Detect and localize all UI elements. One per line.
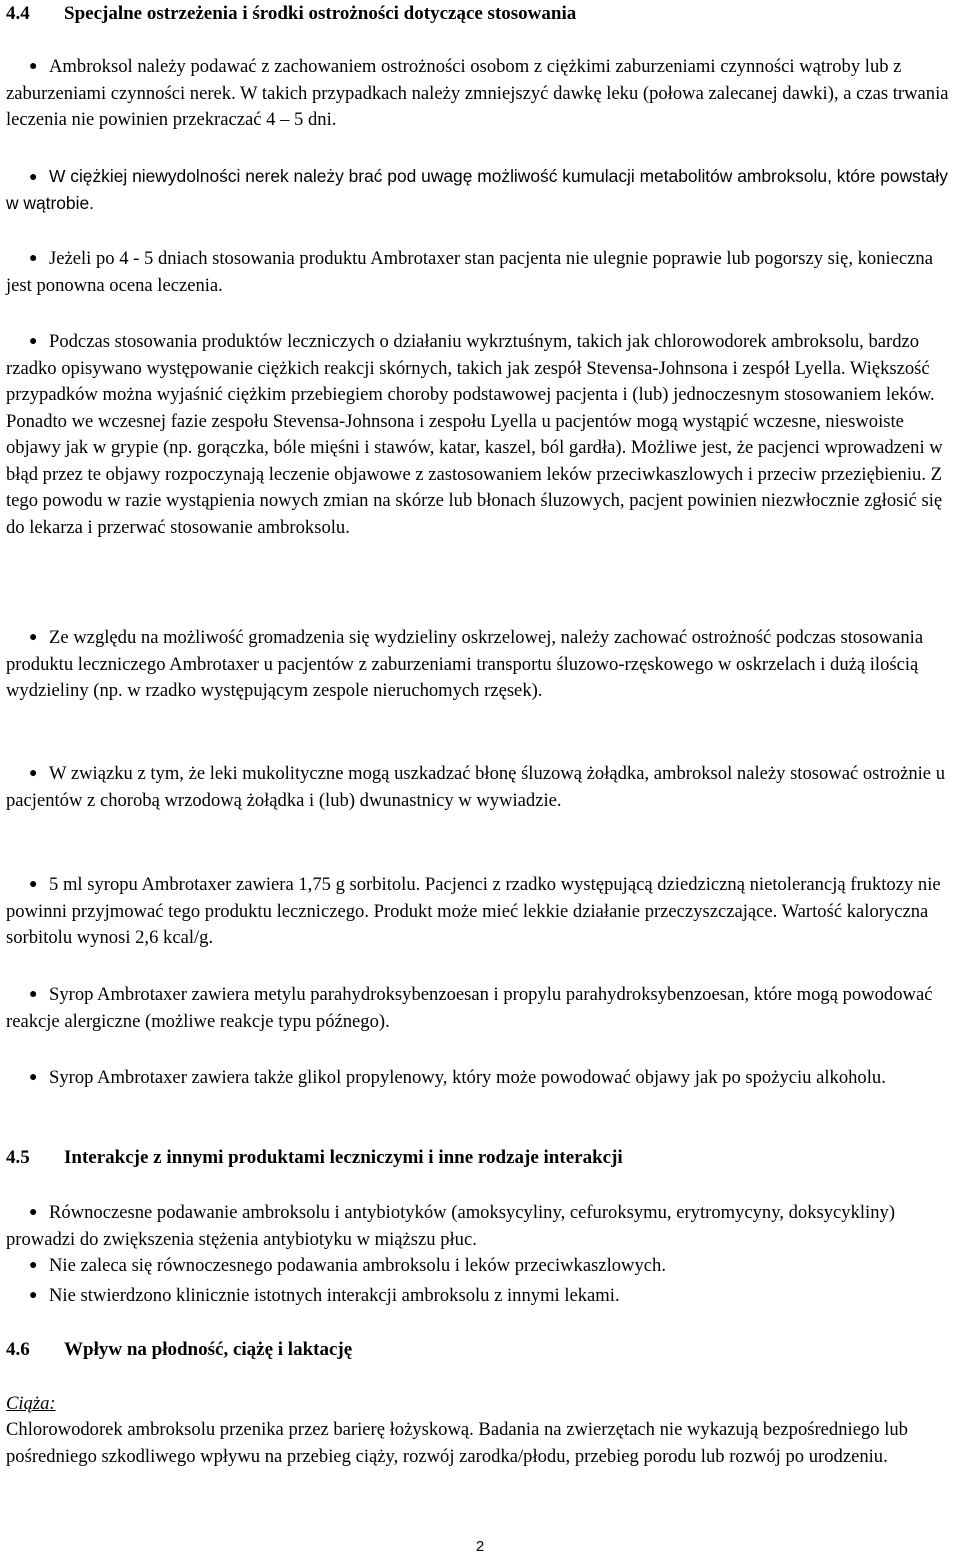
subheading-pregnancy: Ciąża: (6, 1393, 56, 1414)
section-title: Wpływ na płodność, ciążę i laktację (64, 1339, 353, 1360)
list-item (6, 982, 956, 1035)
bullet-icon: ● (29, 251, 38, 266)
page-number: 2 (475, 1538, 485, 1555)
list-item (6, 163, 956, 216)
bullet-icon: ● (29, 1205, 38, 1220)
list-item (6, 1200, 956, 1253)
list-item (6, 625, 956, 705)
bullet-icon: ● (29, 987, 38, 1002)
bullet-icon: ● (29, 334, 38, 349)
list-item (6, 1283, 956, 1310)
list-item (6, 872, 956, 952)
bullet-icon: ● (29, 1288, 38, 1303)
section-heading-4-6 (6, 1338, 352, 1362)
list-item (6, 54, 956, 134)
bullet-icon: ● (29, 766, 38, 781)
list-item-text: W związku z tym, że leki mukolityczne mogą uszkadzać błonę śluzową żołądka, ambroksol należy stosować ostrożnie u pacjentów z chorobą wrzodową żołądka i (lub) dwunastnicy w wywiadzie. (6, 763, 945, 811)
section-heading-4-4 (6, 2, 576, 26)
list-item (6, 761, 956, 814)
section-number: 4.4 (6, 3, 30, 24)
bullet-icon: ● (29, 630, 38, 645)
list-item-text: Podczas stosowania produktów leczniczych o działaniu wykrztuśnym, takich jak chlorowodorek ambroksolu, bardzo rzadko opisywano występowanie ciężkich reakcji skórnych, takich jak zespół Stevensa-Johnsona i zespół Lyella. Większość przypadków można wyjaśnić ciężkim przebiegiem choroby podstawowej pacjenta i (lub) jednoczesnym stosowaniem leków. Ponadto we wczesnej fazie zespołu Stevensa-Johnsona i zespołu Lyella u pacjentów mogą wystąpić wczesne, nieswoiste objawy jak w grypie (np. gorączka, bóle mięśni i stawów, katar, kaszel, ból gardła). Możliwe jest, że pacjenci wprowadzeni w błąd przez te objawy rozpoczynają leczenie objawowe z zastosowaniem leków przeciwkaszlowych i przeciw przeziębieniu. Z tego powodu w razie wystąpienia nowych zmian na skórze lub błonach śluzowych, pacjent powinien niezwłocznie zgłosić się do lekarza i przerwać stosowanie ambroksolu. (6, 331, 943, 538)
list-item (6, 329, 956, 541)
bullet-icon: ● (29, 168, 38, 184)
section-title: Interakcje z innymi produktami leczniczymi i inne rodzaje interakcji (64, 1147, 623, 1168)
list-item-text: Nie stwierdzono klinicznie istotnych interakcji ambroksolu z innymi lekami. (49, 1285, 620, 1306)
section-number: 4.6 (6, 1339, 30, 1360)
list-item-text: Jeżeli po 4 - 5 dniach stosowania produktu Ambrotaxer stan pacjenta nie ulegnie poprawie lub pogorszy się, konieczna jest ponowna ocena leczenia. (6, 248, 933, 296)
bullet-icon: ● (29, 59, 38, 74)
list-item (6, 246, 956, 299)
list-item-text: W ciężkiej niewydolności nerek należy brać pod uwagę możliwość kumulacji metabolitów ambroksolu, które powstały w wątrobie. (6, 166, 948, 213)
section-title: Specjalne ostrzeżenia i środki ostrożności dotyczące stosowania (64, 3, 577, 24)
list-item-text: Syrop Ambrotaxer zawiera także glikol propylenowy, który może powodować objawy jak po spożyciu alkoholu. (49, 1067, 886, 1088)
list-item-text: Ze względu na możliwość gromadzenia się wydzieliny oskrzelowej, należy zachować ostrożność podczas stosowania produktu leczniczego Ambrotaxer u pacjentów z zaburzeniami transportu śluzowo-rzęskowego w oskrzelach i dużą ilością wydzieliny (np. w rzadko występującym zespole nieruchomych rzęsek). (6, 627, 924, 701)
list-item (6, 1253, 956, 1280)
bullet-icon: ● (29, 1070, 38, 1085)
bullet-icon: ● (29, 877, 38, 892)
section-number: 4.5 (6, 1147, 30, 1168)
list-item-text: Nie zaleca się równoczesnego podawania ambroksolu i leków przeciwkaszlowych. (49, 1255, 666, 1276)
list-item-text: Ambroksol należy podawać z zachowaniem ostrożności osobom z ciężkimi zaburzeniami czynności wątroby lub z zaburzeniami czynności nerek. W takich przypadkach należy zmniejszyć dawkę leku (połowa zalecanej dawki), a czas trwania leczenia nie powinien przekraczać 4 – 5 dni. (6, 56, 949, 130)
section-heading-4-5 (6, 1146, 623, 1170)
list-item-text: 5 ml syropu Ambrotaxer zawiera 1,75 g sorbitolu. Pacjenci z rzadko występującą dziedziczną nietolerancją fruktozy nie powinni przyjmować tego produktu leczniczego. Produkt może mieć lekkie działanie przeczyszczające. Wartość kaloryczna sorbitolu wynosi 2,6 kcal/g. (6, 874, 941, 948)
paragraph-pregnancy: Chlorowodorek ambroksolu przenika przez barierę łożyskową. Badania na zwierzętach nie wykazują bezpośredniego lub pośredniego szkodliwego wpływu na przebieg ciąży, rozwój zarodka/płodu, przebieg porodu lub rozwój po urodzeniu. (6, 1419, 908, 1467)
bullet-icon: ● (29, 1258, 38, 1273)
list-item-text: Równoczesne podawanie ambroksolu i antybiotyków (amoksycyliny, cefuroksymu, erytromycyny, doksycykliny) prowadzi do zwiększenia stężenia antybiotyku w miąższu płuc. (6, 1202, 896, 1250)
list-item-text: Syrop Ambrotaxer zawiera metylu parahydroksybenzoesan i propylu parahydroksybenzoesan, które mogą powodować reakcje alergiczne (możliwe reakcje typu późnego). (6, 984, 933, 1032)
list-item (6, 1065, 956, 1092)
